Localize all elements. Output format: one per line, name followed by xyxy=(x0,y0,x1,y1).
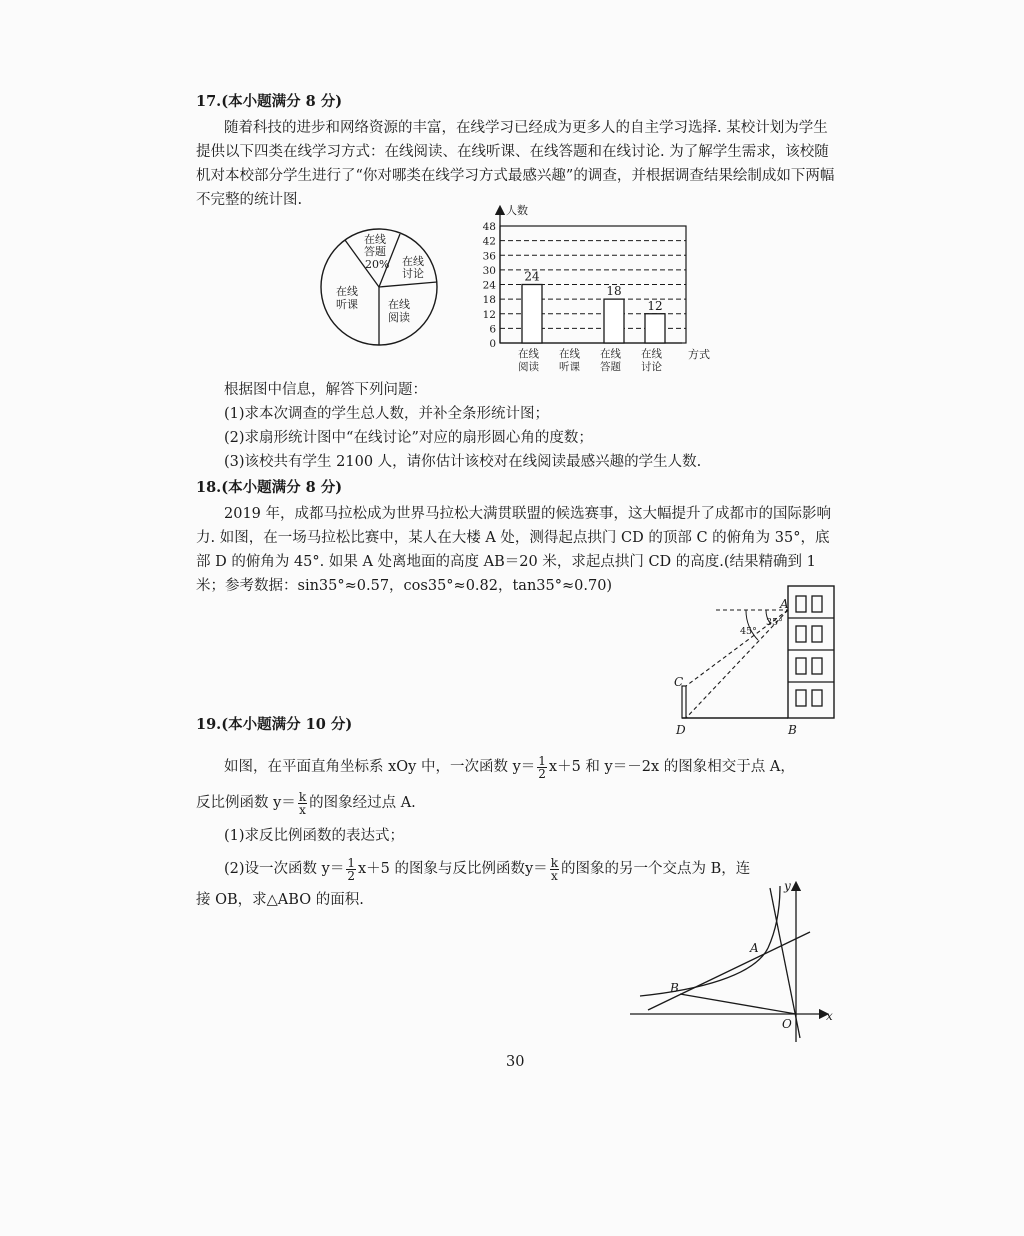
q17-sub-1: (1)求本次调查的学生总人数，并补全条形统计图； xyxy=(224,406,550,422)
q18-body: 2019 年，成都马拉松成为世界马拉松大满贯联盟的候选赛事，这大幅提升了成都市的国际影响力. 如图，在一场马拉松比赛中，某人在大楼 A 处，测得起点拱门 CD 的顶部 C 的俯角为 35°，底部 D 的俯角为 45°. 如果 A 处离地面的高度 AB＝20 米，求起点拱门 CD 的高度.(结果精确到 1 米；参考数据：sin35°≈0.57，cos35°≈0.82，tan35°≈0.70) xyxy=(196,506,832,594)
bar-read xyxy=(522,285,542,344)
label-D: D xyxy=(676,723,686,737)
building-windows xyxy=(788,596,834,706)
arch-CD xyxy=(682,686,686,718)
label-angle-45: 45° xyxy=(740,626,757,637)
x-cat-read-1: 在线 xyxy=(518,348,539,360)
q17-lead: 根据图中信息，解答下列问题： xyxy=(224,382,427,398)
q19-line-2a: 反比例函数 y＝ xyxy=(196,795,296,811)
fraction-k-over-x-2: $\frac{k}{x}$ xyxy=(550,855,558,883)
y-tick-label-48: 48 xyxy=(482,221,496,233)
y-tick-label-6: 6 xyxy=(489,323,496,336)
pie-label-discuss-1: 在线 xyxy=(402,255,424,268)
y-tick-label-24: 24 xyxy=(482,279,496,292)
line-half-x-plus-5 xyxy=(648,932,810,1010)
x-cat-discuss-1: 在线 xyxy=(641,348,662,360)
page-number: 30 xyxy=(506,1054,525,1070)
q17-sub-2: (2)求扇形统计图中“在线讨论”对应的扇形圆心角的度数； xyxy=(224,430,593,446)
building xyxy=(788,586,834,718)
label-angle-35: 35° xyxy=(766,617,783,628)
label-y: y xyxy=(784,879,791,893)
label-A-19: A xyxy=(750,941,759,955)
label-C: C xyxy=(674,675,684,689)
pie-label-discuss-2: 讨论 xyxy=(402,267,424,280)
q17-header: 17.(本小题满分 8 分) xyxy=(196,93,343,110)
q19-line-1b: x＋5 和 y＝－2x 的图象相交于点 A， xyxy=(548,759,795,775)
fraction-k-over-x: $\frac{k}{x}$ xyxy=(298,789,307,817)
label-B-19: B xyxy=(670,981,679,995)
q17-body: 随着科技的进步和网络资源的丰富，在线学习已经成为更多人的自主学习选择. 某校计划为学生提供以下四类在线学习方式：在线阅读、在线听课、在线答题和在线讨论. 为了解学生需求，该校随机对本校部分学生进行了“你对哪类在线学习方式最感兴趣”的调查，并根据调查结果绘制成如下两幅不完整的统计图. xyxy=(196,120,835,208)
pie-label-answer-2: 答题 xyxy=(364,245,386,258)
y-tick-label-18: 18 xyxy=(482,294,496,307)
pie-label-read-2: 阅读 xyxy=(388,311,410,324)
label-A: A xyxy=(780,597,789,611)
label-B: B xyxy=(788,723,797,737)
pie-label-listen-1: 在线 xyxy=(336,285,358,298)
y-axis-label: 人数 xyxy=(506,204,528,217)
x-cat-listen-1: 在线 xyxy=(559,348,580,360)
y-tick-label-12: 12 xyxy=(482,308,496,321)
y-tick-label-42: 42 xyxy=(482,235,496,248)
bar-answer xyxy=(604,299,624,343)
bar-value-label-answer: 18 xyxy=(606,284,622,299)
x-axis-label: 方式 xyxy=(688,348,710,361)
fraction-one-half: $\frac{1}{2}$ xyxy=(538,753,546,781)
x-cat-answer-2: 答题 xyxy=(600,361,621,373)
x-cat-answer-1: 在线 xyxy=(600,348,621,360)
label-x: x xyxy=(826,1009,833,1023)
pie-divider-3 xyxy=(379,282,437,287)
x-cat-read-2: 阅读 xyxy=(518,361,539,373)
q17-sub-3: (3)该校共有学生 2100 人，请你估计该校对在线阅读最感兴趣的学生人数. xyxy=(224,454,702,470)
label-O: O xyxy=(782,1017,792,1031)
pie-label-answer-pct: 20% xyxy=(365,258,390,271)
q19-sub-2c: 的图象的另一个交点为 B，连 xyxy=(560,861,751,877)
q19-line-1 xyxy=(224,750,795,784)
q19-line-2 xyxy=(196,786,416,820)
bar-discuss xyxy=(645,314,665,343)
y-tick-label-30: 30 xyxy=(482,264,496,277)
q19-sub-2a: (2)设一次函数 y＝ xyxy=(224,861,345,877)
pie-label-answer-1: 在线 xyxy=(364,233,386,246)
pie-label-read-1: 在线 xyxy=(388,298,410,311)
y-tick-label-0: 0 xyxy=(489,338,496,350)
q19-sub-1: (1)求反比例函数的表达式； xyxy=(224,828,405,844)
fraction-one-half-2: $\frac{1}{2}$ xyxy=(347,855,355,883)
bar-chart xyxy=(470,200,720,385)
y-tick-label-36: 36 xyxy=(482,250,496,263)
x-cat-listen-2: 听课 xyxy=(559,361,580,373)
q18-header: 18.(本小题满分 8 分) xyxy=(196,479,343,496)
q19-line-2b: 的图象经过点 A. xyxy=(309,795,416,811)
bar-value-label-discuss: 12 xyxy=(647,298,663,313)
pie-label-listen-2: 听课 xyxy=(336,298,358,311)
bar-value-label-read: 24 xyxy=(524,269,540,284)
q19-header: 19.(本小题满分 10 分) xyxy=(196,716,353,733)
q19-sub-2b: x＋5 的图象与反比例函数y＝ xyxy=(357,861,548,877)
q19-coordinate-figure xyxy=(628,878,840,1048)
segment-OB xyxy=(680,994,796,1014)
q19-line-1a: 如图，在平面直角坐标系 xOy 中，一次函数 y＝ xyxy=(224,759,536,775)
q19-sub-2-cont: 接 OB，求△ABO 的面积. xyxy=(196,892,364,908)
x-cat-discuss-2: 讨论 xyxy=(641,361,662,373)
pie-chart xyxy=(316,224,446,354)
q18-figure xyxy=(672,580,842,738)
